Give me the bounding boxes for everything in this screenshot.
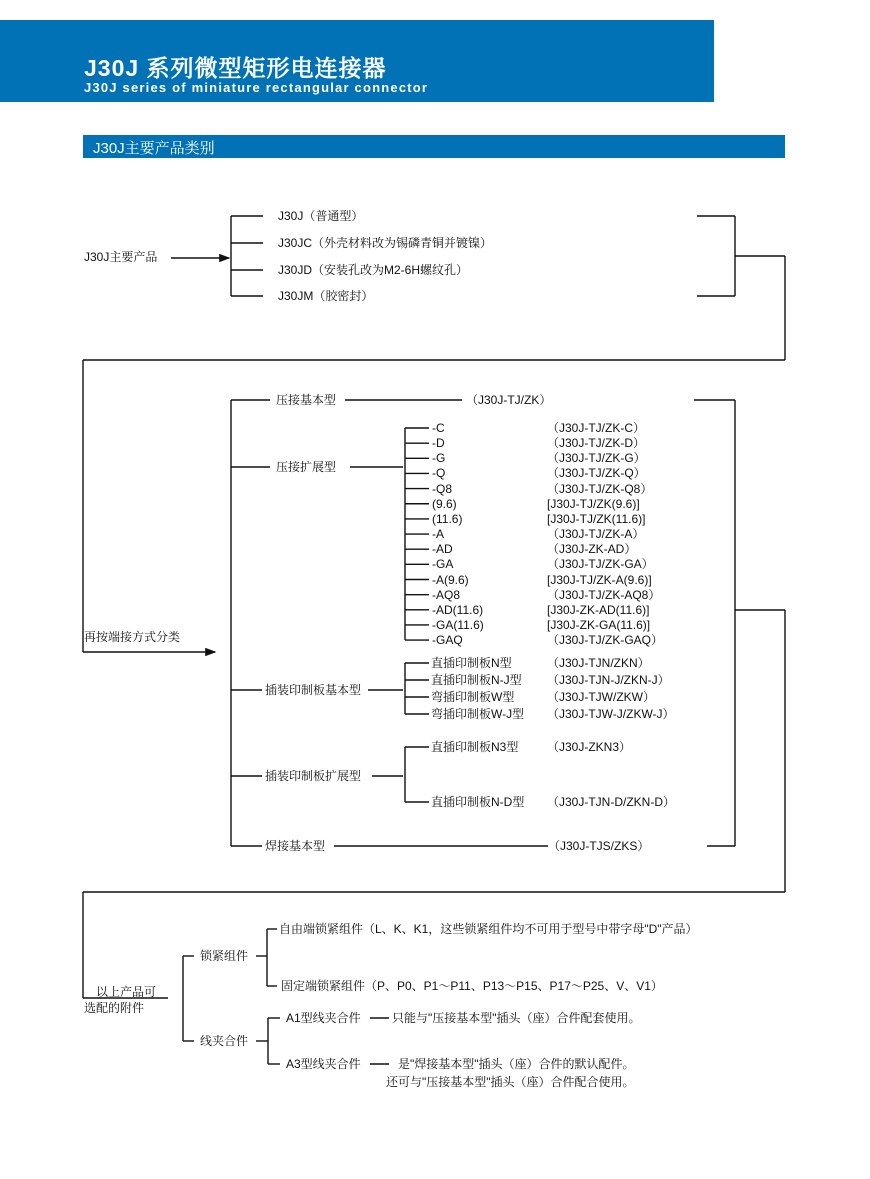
lock-fixed-desc: 固定端锁紧组件（P、P0、P1～P11、P13～P15、P17～P25、V、V1） (281, 979, 663, 993)
crimp-ext-code: [J30J-TJ/ZK(11.6)] (547, 511, 646, 526)
crimp-ext-suffix: -C (432, 421, 445, 435)
crimp-ext-code: （J30J-TJ/ZK-Q） (547, 466, 646, 481)
crimp-ext-suffix: -AD(11.6) (432, 602, 484, 617)
crimp-ext-suffix: -G (432, 451, 446, 466)
crimp-ext-code: （J30J-TJ/ZK-Q8） (547, 481, 653, 496)
crimp-ext-code: [J30J-TJ/ZK-A(9.6)] (547, 572, 652, 587)
pcb-basic-item-code: （J30J-TJW-J/ZKW-J） (547, 707, 675, 721)
crimp-ext-code: （J30J-TJ/ZK-A） (547, 527, 645, 542)
pcb-basic-item-name: 直插印制板N-J型 (431, 673, 522, 687)
crimp-ext-suffix: -A(9.6) (432, 572, 469, 587)
crimp-ext-suffix: (9.6) (432, 496, 457, 511)
crimp-ext-code: （J30J-ZK-AD） (547, 542, 637, 557)
main-products-label: J30J主要产品 (84, 250, 158, 264)
crimp-ext-code: （J30J-TJ/ZK-G） (547, 451, 646, 466)
crimp-ext-suffix: -Q (432, 466, 446, 481)
clip-label: 线夹合件 (200, 1034, 249, 1048)
crimp-ext-code: （J30J-TJ/ZK-GA） (547, 557, 654, 572)
pcb-basic-item-code: （J30J-TJW/ZKW） (547, 690, 655, 704)
clip-a3-desc-1: 是"焊接基本型"插头（座）合件的默认配件。 (398, 1057, 635, 1071)
pcb-basic-item-code: （J30J-TJN-J/ZKN-J） (547, 673, 670, 687)
crimp-ext-code: [J30J-ZK-AD(11.6)] (547, 602, 650, 617)
crimp-ext-suffix: (11.6) (432, 511, 463, 526)
main-product-item: J30JC（外壳材料改为锡磷青铜并镀镍） (278, 236, 493, 250)
crimp-ext-suffix: -GA (432, 557, 454, 572)
pcb-basic-item-code: （J30J-TJN/ZKN） (547, 656, 650, 670)
accessories-label-line2: 选配的附件 (84, 1001, 145, 1015)
pcb-basic-item-name: 弯插印制板W-J型 (431, 707, 525, 721)
crimp-ext-suffix: -GAQ (432, 633, 463, 648)
solder-basic-label: 焊接基本型 (265, 839, 326, 853)
pcb-ext-item-name: 直插印制板N-D型 (431, 795, 525, 809)
pcb-ext-item-name: 直插印制板N3型 (431, 740, 519, 754)
crimp-basic-code: （J30J-TJ/ZK） (466, 393, 552, 407)
page-subtitle: J30J series of miniature rectangular connector (84, 80, 429, 95)
clip-a1-name: A1型线夹合件 (286, 1011, 361, 1025)
solder-basic-code: （J30J-TJS/ZKS） (548, 839, 650, 853)
crimp-ext-code: （J30J-TJ/ZK-D） (547, 436, 646, 451)
section-title: J30J主要产品类别 (93, 140, 215, 157)
pcb-ext-item-code: （J30J-ZKN3） (547, 740, 632, 754)
lock-label: 锁紧组件 (200, 949, 249, 963)
accessories-label-line1: 以上产品可 (96, 985, 157, 999)
crimp-ext-suffix: -AD (432, 542, 453, 557)
crimp-ext-suffix: -D (432, 436, 445, 451)
crimp-ext-code: [J30J-ZK-GA(11.6)] (547, 617, 651, 632)
main-product-item: J30JD（安装孔改为M2-6H螺纹孔） (278, 263, 469, 277)
page-title: J30J 系列微型矩形电连接器 (84, 55, 387, 81)
pcb-basic-branch-ticks (405, 663, 429, 714)
pcb-basic-label: 插装印制板基本型 (265, 683, 362, 697)
crimp-ext-suffix: -Q8 (432, 481, 453, 496)
classification-label: 再按端接方式分类 (84, 630, 181, 644)
lock-free-desc: 自由端锁紧组件（L、K、K1，这些锁紧组件均不可用于型号中带字母"D"产品） (279, 922, 698, 936)
pcb-ext-item-code: （J30J-TJN-D/ZKN-D） (547, 795, 675, 809)
pcb-ext-label: 插装印制板扩展型 (265, 769, 362, 783)
clip-a3-desc-2: 还可与"压接基本型"插头（座）合件配合使用。 (386, 1075, 635, 1089)
clip-a1-desc: 只能与"压接基本型"插头（座）合件配套使用。 (392, 1011, 641, 1025)
crimp-ext-suffix: -GA(11.6) (432, 617, 484, 632)
clip-a3-name: A3型线夹合件 (286, 1057, 361, 1071)
pcb-basic-item-name: 直插印制板N型 (431, 656, 512, 670)
main-product-item: J30J（普通型） (278, 209, 364, 223)
crimp-ext-code: （J30J-TJ/ZK-C） (547, 421, 646, 435)
crimp-ext-label: 压接扩展型 (276, 460, 337, 474)
pcb-basic-item-name: 弯插印制板W型 (431, 690, 515, 704)
crimp-basic-label: 压接基本型 (276, 393, 337, 407)
crimp-ext-code: [J30J-TJ/ZK(9.6)] (547, 496, 640, 511)
crimp-ext-suffix: -AQ8 (432, 587, 461, 602)
main-product-item: J30JM（胶密封） (278, 289, 374, 303)
crimp-ext-branch-ticks (405, 428, 429, 640)
crimp-ext-code: （J30J-TJ/ZK-AQ8） (547, 587, 661, 602)
crimp-ext-suffix: -A (432, 527, 444, 542)
crimp-ext-code: （J30J-TJ/ZK-GAQ） (547, 633, 664, 648)
